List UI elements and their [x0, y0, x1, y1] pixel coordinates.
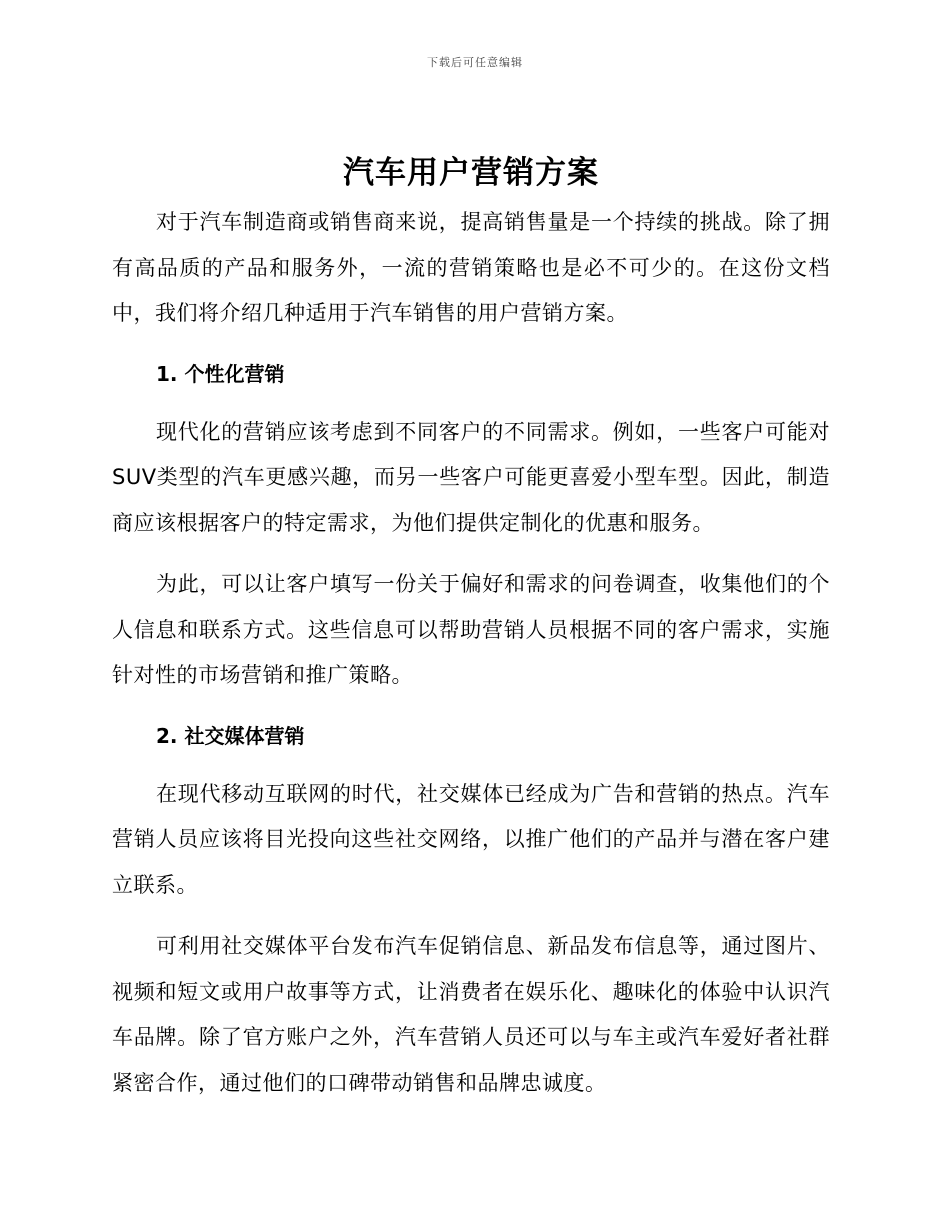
section-paragraph: 在现代移动互联网的时代，社交媒体已经成为广告和营销的热点。汽车营销人员应该将目光投向这些社交网络，以推广他们的产品并与潜在客户建立联系。: [112, 781, 830, 897]
document-title: 汽车用户营销方案: [343, 155, 599, 191]
document-body: [112, 150, 830, 1106]
page-header-note: 下载后可任意编辑: [427, 56, 523, 69]
section-social-media-marketing: [112, 718, 830, 1107]
section-heading: 1. 个性化营销: [156, 361, 285, 386]
intro-paragraph: 对于汽车制造商或销售商来说，提高销售量是一个持续的挑战。除了拥有高品质的产品和服务外，一流的营销策略也是必不可少的。在这份文档中，我们将介绍几种适用于汽车销售的用户营销方案。: [112, 210, 830, 325]
section-paragraph: 现代化的营销应该考虑到不同客户的不同需求。例如，一些客户可能对SUV类型的汽车更感兴趣，而另一些客户可能更喜爱小型车型。因此，制造商应该根据客户的特定需求，为他们提供定制化的优惠和服务。: [112, 419, 830, 535]
section-paragraph: 可利用社交媒体平台发布汽车促销信息、新品发布信息等，通过图片、视频和短文或用户故事等方式，让消费者在娱乐化、趣味化的体验中认识汽车品牌。除了官方账户之外，汽车营销人员还可以与车主或汽车爱好者社群紧密合作，通过他们的口碑带动销售和品牌忠诚度。: [112, 934, 830, 1095]
section-paragraph: 为此，可以让客户填写一份关于偏好和需求的问卷调查，收集他们的个人信息和联系方式。这些信息可以帮助营销人员根据不同的客户需求，实施针对性的市场营销和推广策略。: [112, 572, 830, 687]
section-heading: 2. 社交媒体营销: [156, 723, 305, 748]
section-personalized-marketing: [112, 356, 830, 699]
